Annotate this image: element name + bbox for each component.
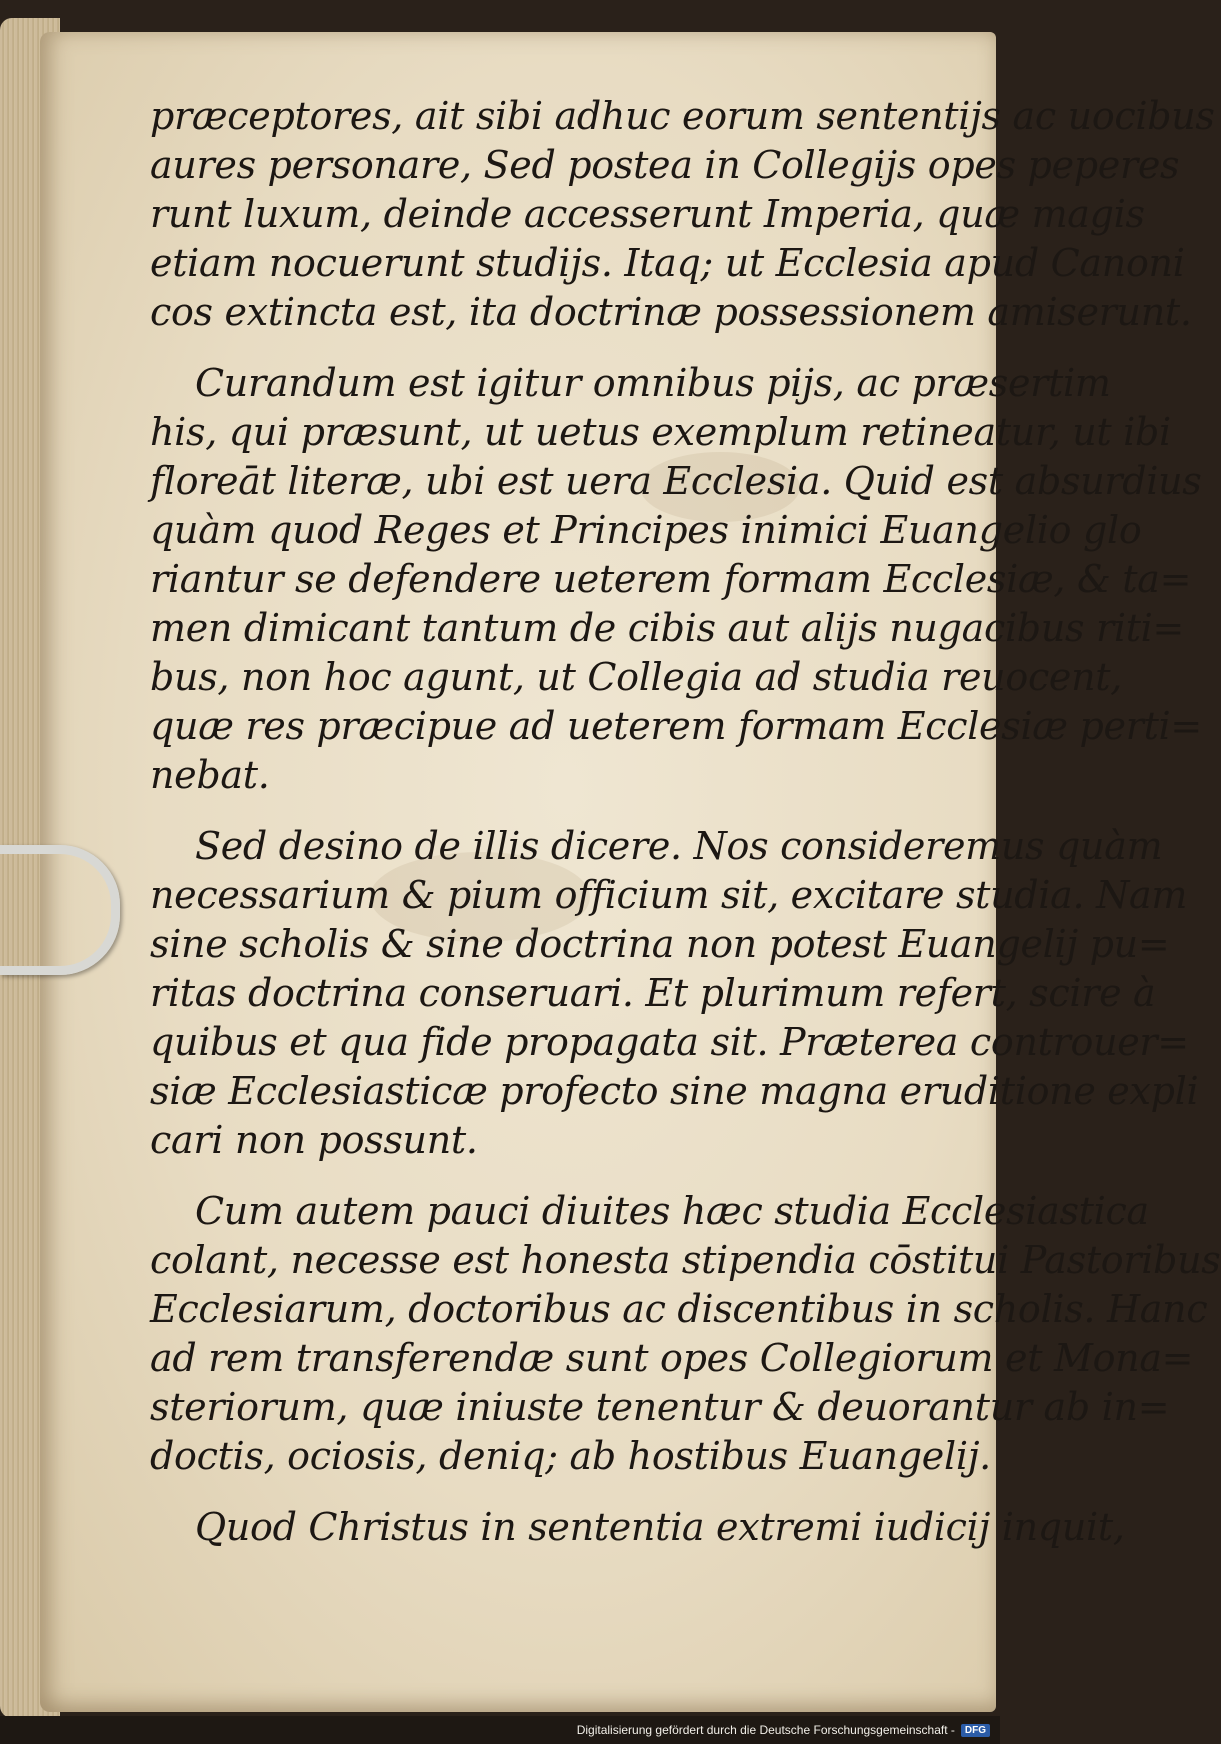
text-line: necessarium & pium officium sit, excitare studia. Nam <box>150 873 1188 917</box>
text-line: ritas doctrina conseruari. Et plurimum refert, scire à <box>150 971 1156 1015</box>
paragraph-2 <box>150 359 1202 800</box>
paragraph-gap <box>150 1165 950 1187</box>
text-line: quibus et qua fide propagata sit. Præterea controuer= <box>150 1020 1189 1064</box>
footer-credit <box>577 1723 990 1737</box>
text-line: nebat. <box>150 753 270 797</box>
text-line: steriorum, quæ iniuste tenentur & deuorantur ab in= <box>150 1385 1170 1429</box>
credit-text: Digitalisierung gefördert durch die Deutsche Forschungsgemeinschaft - <box>576 1723 955 1737</box>
dfg-logo-icon: DFG <box>961 1724 990 1737</box>
paragraph-1 <box>150 92 1215 337</box>
text-line: doctis, ociosis, deniq; ab hostibus Euangelij. <box>150 1434 991 1478</box>
paragraph-gap <box>150 800 950 822</box>
text-line: sine scholis & sine doctrina non potest Euangelij pu= <box>150 922 1170 966</box>
text-line: siæ Ecclesiasticæ profecto sine magna eruditione expli <box>150 1069 1199 1113</box>
text-line: his, qui præsunt, ut uetus exemplum retineatur, ut ibi <box>150 410 1171 454</box>
text-line: Sed desino de illis dicere. Nos consideremus quàm <box>195 824 1163 868</box>
text-line: aures personare, Sed postea in Collegijs opes peperes <box>150 143 1180 187</box>
paragraph-gap <box>150 1481 950 1503</box>
text-line: quàm quod Reges et Principes inimici Euangelio glo <box>150 508 1142 552</box>
text-line: ad rem transferendæ sunt opes Collegiorum et Mona= <box>150 1336 1194 1380</box>
text-line: Quod Christus in sententia extremi iudicij inquit, <box>195 1505 1125 1549</box>
paragraph-3 <box>150 822 1199 1165</box>
text-line: cos extincta est, ita doctrinæ possessionem amiserunt. <box>150 290 1192 334</box>
paragraph-5 <box>150 1503 1125 1552</box>
paper-clip-icon <box>0 845 120 975</box>
text-line: colant, necesse est honesta stipendia cōstitui Pastoribus <box>150 1238 1221 1282</box>
text-line: quæ res præcipue ad ueterem formam Ecclesiæ perti= <box>150 704 1202 748</box>
text-line: Cum autem pauci diuites hæc studia Ecclesiastica <box>195 1189 1149 1233</box>
page-text <box>150 92 1221 1552</box>
text-line: men dimicant tantum de cibis aut alijs nugacibus riti= <box>150 606 1185 650</box>
text-line: bus, non hoc agunt, ut Collegia ad studia reuocent, <box>150 655 1123 699</box>
text-line: cari non possunt. <box>150 1118 478 1162</box>
footer-bar <box>0 1716 1000 1744</box>
text-line: riantur se defendere ueterem formam Ecclesiæ, & ta= <box>150 557 1192 601</box>
paragraph-4 <box>150 1187 1221 1481</box>
text-line: etiam nocuerunt studijs. Itaq; ut Ecclesia apud Canoni <box>150 241 1185 285</box>
text-line: floreāt literæ, ubi est uera Ecclesia. Quid est absurdius <box>150 459 1202 503</box>
text-line: Curandum est igitur omnibus pijs, ac præsertim <box>195 361 1111 405</box>
text-line: Ecclesiarum, doctoribus ac discentibus in scholis. Hanc <box>150 1287 1208 1331</box>
text-line: præceptores, ait sibi adhuc eorum sententijs ac uocibus <box>150 94 1215 138</box>
text-line: runt luxum, deinde accesserunt Imperia, quæ magis <box>150 192 1145 236</box>
paragraph-gap <box>150 337 950 359</box>
